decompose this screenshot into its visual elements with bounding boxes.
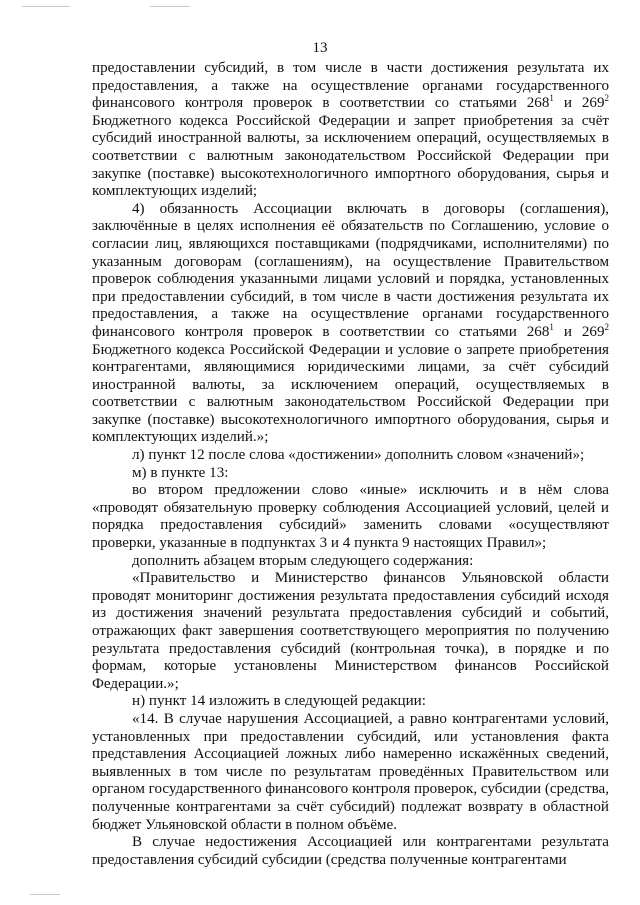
scan-edge-top-mid <box>150 6 190 7</box>
paragraph-9: «14. В случае нарушения Ассоциацией, а равно контрагентами условий, установленных при предоставлении субсидий, или установления факта представления Ассоциацией ложных либо намеренно искажённых сведений, выявленных в том числе по результатам проведённых Правительством или органом государственного финансового контроля проверок, субсидии (средства, полученные контрагентами за счёт субсидий) подлежат возврату в областной бюджет Ульяновской области в полном объёме. <box>92 710 609 833</box>
scan-edge-bottom-left <box>30 894 60 895</box>
paragraph-4: м) в пункте 13: <box>132 464 229 481</box>
paragraph-3: л) пункт 12 после слова «достижении» дополнить словом «значений»; <box>132 447 585 464</box>
paragraph-6: дополнить абзацем вторым следующего содержания: <box>132 552 474 569</box>
paragraph-8: н) пункт 14 изложить в следующей редакции: <box>132 693 426 710</box>
paragraph-5: во втором предложении слово «иные» исключить и в нём слова «проводят обязательную проверку соблюдения Ассоциацией условий, целей и порядка предоставления субсидий» заменить словами «осуществляют проверки, указанные в подпунктах 3 и 4 пункта 9 настоящих Правил»; <box>92 482 609 552</box>
paragraph-1: предоставлении субсидий, в том числе в части достижения результата их предоставления, а также на осуществление органами государственного финансового контроля проверок в соответствии со статьями $268^1$ и $269^2$ Бюджетного кодекса Российской Федерации и запрет приобретения за счёт субсидий иностранной валюты, за исключением операций, осуществляемых в соответствии с валютным законодательством Российской Федерации при закупке (поставке) высокотехнологичного импортного оборудования, сырья и комплектующих изделий; <box>92 60 609 200</box>
paragraph-2: 4) обязанность Ассоциации включать в договоры (соглашения), заключённые в целях исполнения её обязательств по Соглашению, условие о согласии лиц, являющихся поставщиками (подрядчиками, исполнителями) по указанным договорам (соглашениям), на осуществление Правительством проверок соблюдения указанными лицами условий и порядка, установленных при предоставлении субсидий, в том числе в части достижения результата их предоставления, а также на осуществление органами государственного финансового контроля проверок в соответствии со статьями $268^1$ и $269^2$ Бюджетного кодекса Российской Федерации и условие о запрете приобретения контрагентами, являющимися юридическими лицами, за счёт субсидий иностранной валюты, за исключением операций, осуществляемых в соответствии с валютным законодательством Российской Федерации при закупке (поставке) высокотехнологичного импортного оборудования, сырья и комплектующих изделий.»; <box>92 200 609 446</box>
paragraph-7: «Правительство и Министерство финансов Ульяновской области проводят мониторинг достижения результата предоставления субсидий исходя из достижения значений результата предоставления субсидий и событий, отражающих факт завершения соответствующего мероприятия по получению результата предоставления субсидий (контрольная точка), в порядке и по формам, которые установлены Министерством финансов Российской Федерации.»; <box>92 570 609 692</box>
scan-edge-top-left <box>22 6 70 7</box>
page-number: 13 <box>312 40 328 56</box>
document-body <box>92 60 609 869</box>
paragraph-10: В случае недостижения Ассоциацией или контрагентами результата предоставления субсидий субсидии (средства полученные контрагентами <box>92 834 609 868</box>
